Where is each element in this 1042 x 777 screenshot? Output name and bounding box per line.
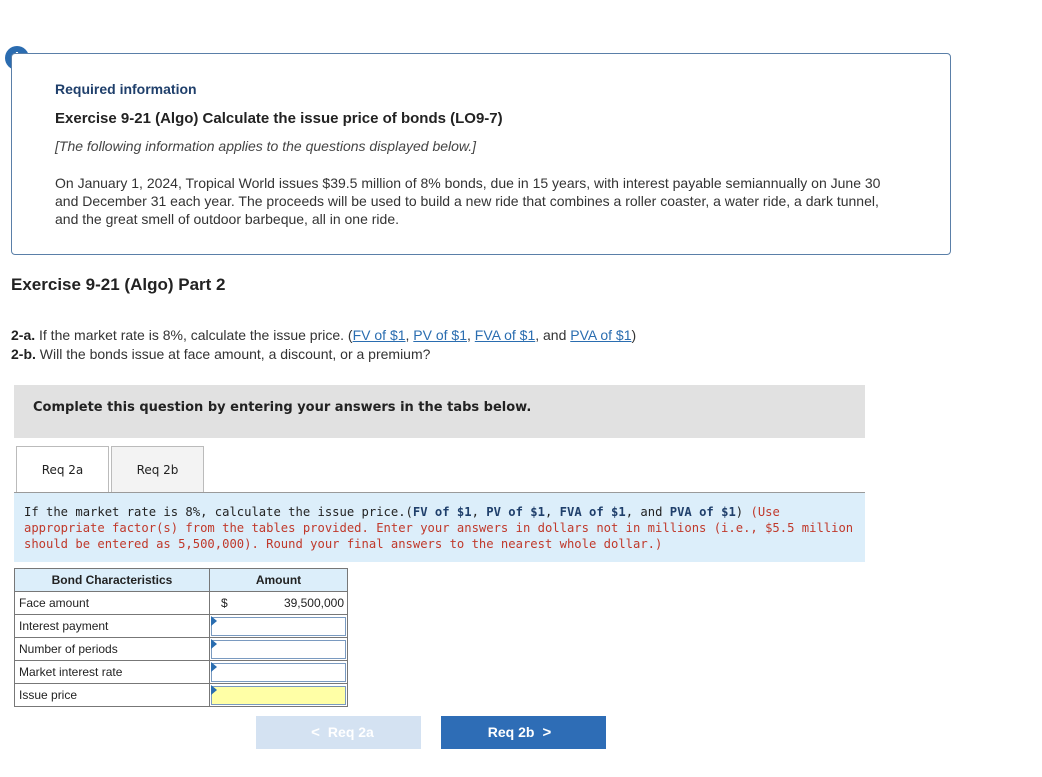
header-bond-characteristics: Bond Characteristics	[15, 569, 210, 592]
bond-characteristics-table	[14, 568, 348, 707]
instructions-fva: FVA of $1	[559, 505, 626, 519]
instructions-pva: PVA of $1	[669, 505, 736, 519]
flag-icon	[211, 616, 217, 626]
issue-price-input[interactable]	[211, 686, 346, 705]
prev-button-label: Req 2a	[327, 724, 374, 740]
header-amount: Amount	[210, 569, 348, 592]
face-amount-cell	[210, 592, 348, 615]
close-paren: )	[631, 327, 637, 343]
close-paren: )	[735, 505, 744, 519]
number-of-periods-input[interactable]	[211, 640, 346, 659]
instructions-panel	[14, 493, 865, 562]
table-row	[15, 592, 348, 615]
flag-icon	[211, 639, 217, 649]
fva-link[interactable]: FVA of $1	[474, 327, 536, 343]
separator: ,	[471, 505, 487, 519]
required-information-panel	[11, 53, 951, 255]
question-2b	[11, 345, 636, 364]
next-req-2b-button[interactable]	[441, 716, 606, 749]
flag-icon	[211, 662, 217, 672]
pva-link[interactable]: PVA of $1	[570, 327, 632, 343]
tab-req-2b[interactable]: Req 2b	[111, 446, 204, 493]
number-of-periods-cell	[210, 638, 348, 661]
issue-price-cell	[210, 684, 348, 707]
questions	[11, 326, 636, 364]
complete-question-text: Complete this question by entering your answers in the tabs below.	[33, 400, 532, 415]
question-2b-number: 2-b.	[11, 346, 36, 362]
table-row	[15, 684, 348, 707]
question-2a-text: If the market rate is 8%, calculate the issue price. (	[39, 327, 353, 343]
market-interest-rate-input[interactable]	[211, 663, 346, 682]
separator: , and	[625, 505, 670, 519]
row-label-number-of-periods: Number of periods	[15, 638, 210, 661]
row-label-interest-payment: Interest payment	[15, 615, 210, 638]
part-title: Exercise 9-21 (Algo) Part 2	[11, 275, 226, 294]
pv-link[interactable]: PV of $1	[413, 327, 467, 343]
instructions-pv: PV of $1	[486, 505, 545, 519]
chevron-left-icon: <	[311, 724, 320, 741]
currency-symbol: $	[221, 596, 228, 610]
question-2a-number: 2-a.	[11, 327, 36, 343]
separator: ,	[405, 327, 414, 343]
instructions-fv: FV of $1	[412, 505, 472, 519]
required-information-label: Required information	[55, 81, 197, 97]
question-2a	[11, 326, 636, 345]
instructions-note: (Use appropriate factor(s) from the tables provided. Enter your answers in dollars not in millions (i.e., $5.5 million should be entered as 5,500,000). Round your final answers to the nearest whole dollar.)	[24, 505, 854, 551]
exercise-title: Exercise 9-21 (Algo) Calculate the issue price of bonds (LO9-7)	[55, 110, 503, 127]
table-header-row	[15, 569, 348, 592]
face-amount-value: 39,500,000	[283, 596, 344, 610]
market-interest-rate-cell	[210, 661, 348, 684]
prev-req-2a-button[interactable]	[256, 716, 421, 749]
table-row	[15, 661, 348, 684]
table-row	[15, 615, 348, 638]
row-label-face-amount: Face amount	[15, 592, 210, 615]
instructions-lead: If the market rate is 8%, calculate the issue price.(	[24, 505, 413, 519]
chevron-right-icon: >	[542, 724, 552, 741]
row-label-issue-price: Issue price	[15, 684, 210, 707]
separator: , and	[535, 327, 571, 343]
complete-question-banner	[14, 385, 865, 438]
next-button-label: Req 2b	[487, 724, 535, 740]
separator: ,	[544, 505, 560, 519]
interest-payment-input[interactable]	[211, 617, 346, 636]
flag-icon	[211, 685, 217, 695]
question-2b-text: Will the bonds issue at face amount, a discount, or a premium?	[39, 346, 431, 362]
row-label-market-interest-rate: Market interest rate	[15, 661, 210, 684]
exercise-body: On January 1, 2024, Tropical World issues $39.5 million of 8% bonds, due in 15 years, with interest payable semiannually on June 30 and December 31 each year. The proceeds will be used to build a new ride that combines a roller coaster, a water ride, a dark tunnel, and the great smell of outdoor barbeque, all in one ride.	[55, 175, 881, 227]
fv-link[interactable]: FV of $1	[352, 327, 406, 343]
table-row	[15, 638, 348, 661]
separator: ,	[467, 327, 475, 343]
exercise-note: [The following information applies to the questions displayed below.]	[55, 138, 477, 154]
interest-payment-cell	[210, 615, 348, 638]
tab-req-2a[interactable]: Req 2a	[16, 446, 109, 494]
